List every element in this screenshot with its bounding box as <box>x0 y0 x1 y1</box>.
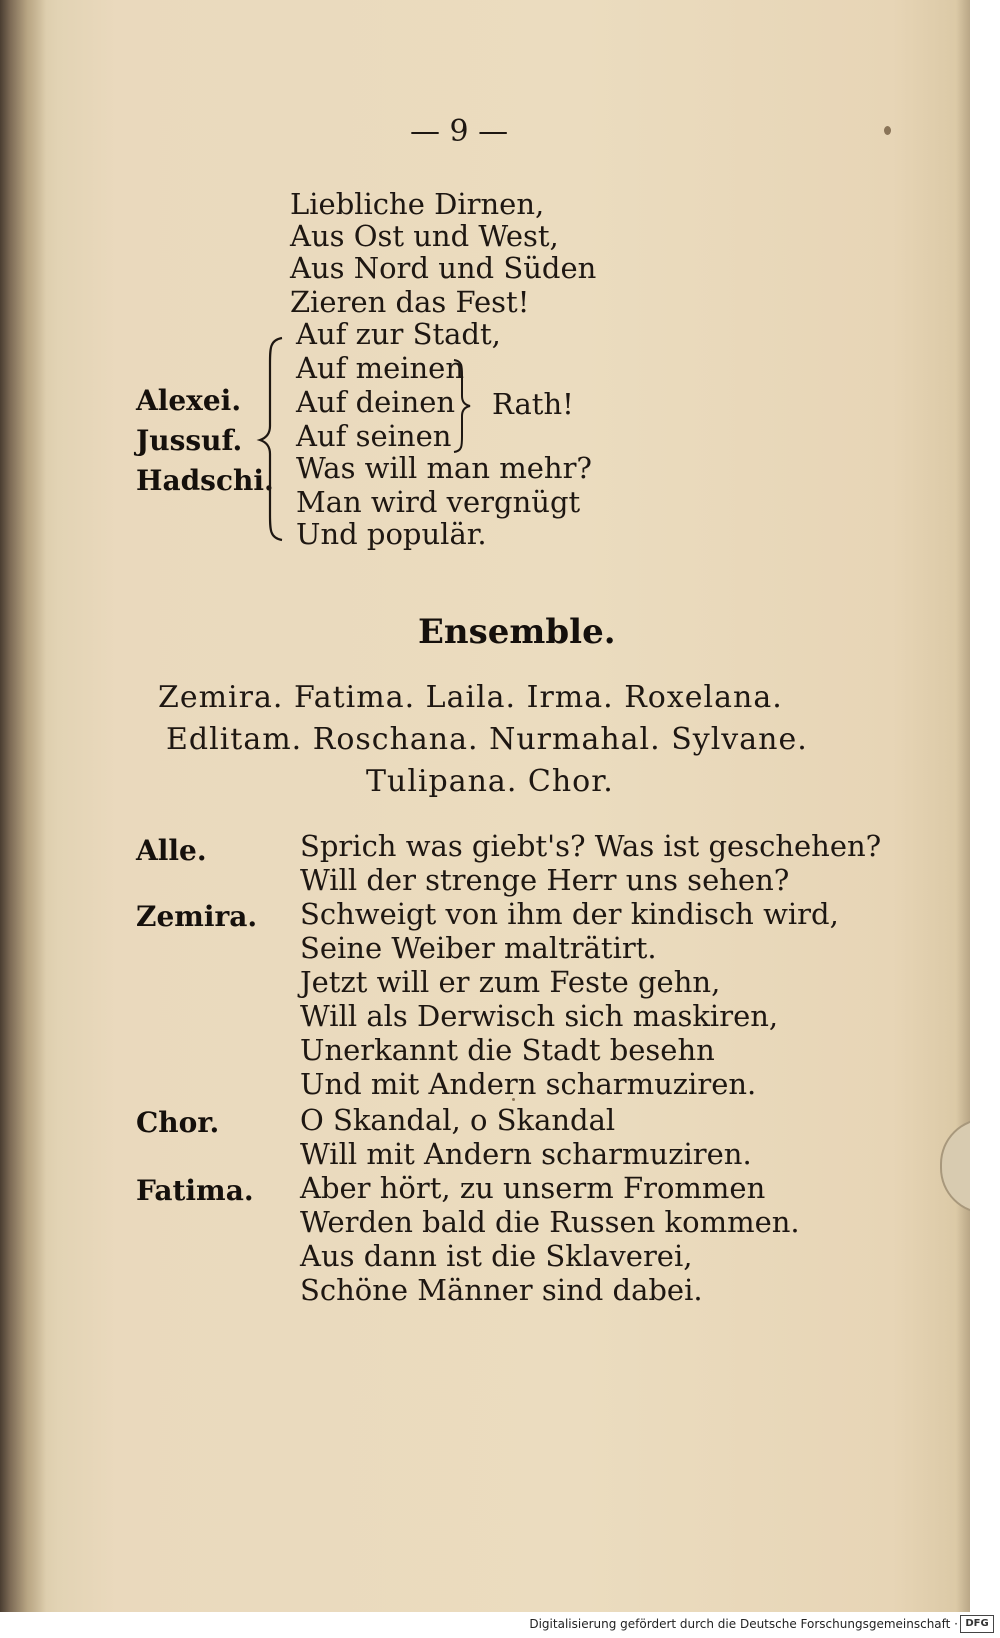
cast-line: Tulipana. Chor. <box>366 764 614 799</box>
dialogue-line: Will als Derwisch sich maskiren, <box>300 999 779 1033</box>
speaker-name: Fatima. <box>136 1174 254 1207</box>
dialogue-line: O Skandal, o Skandal <box>300 1103 616 1137</box>
verse-line: Zieren das Fest! <box>290 285 530 319</box>
verse-line: Was will man mehr? <box>296 451 592 485</box>
funding-credit: Digitalisierung gefördert durch die Deutsche Forschungsgemeinschaft · <box>529 1617 958 1631</box>
verse-line: Auf meinen <box>296 351 465 385</box>
cast-line: Edlitam. Roschana. Nurmahal. Sylvane. <box>166 722 808 757</box>
speaker-name: Alle. <box>136 834 207 867</box>
verse-line: Und populär. <box>296 517 487 551</box>
speaker-name: Zemira. <box>136 900 258 933</box>
speaker-name: Alexei. <box>136 384 242 417</box>
dialogue-line: Sprich was giebt's? Was ist geschehen? <box>300 829 882 863</box>
page-edge <box>956 0 970 1612</box>
speaker-name: Hadschi. <box>136 464 274 497</box>
verse-line: Auf deinen <box>296 385 456 419</box>
verse-line: Aus Nord und Süden <box>290 251 597 285</box>
dialogue-line: Unerkannt die Stadt besehn <box>300 1033 715 1067</box>
dialogue-line: Will der strenge Herr uns sehen? <box>300 863 790 897</box>
book-spine-shadow <box>0 0 46 1612</box>
verse-line: Man wird vergnügt <box>296 485 581 519</box>
dialogue-line: Werden bald die Russen kommen. <box>300 1205 800 1239</box>
dialogue-line: Aus dann ist die Sklaverei, <box>300 1239 693 1273</box>
paper-speck <box>884 126 891 135</box>
dialogue-line: Schöne Männer sind dabei. <box>300 1273 703 1307</box>
page-number: — 9 — <box>410 114 509 149</box>
dialogue-line: Will mit Andern scharmuziren. <box>300 1137 752 1171</box>
verse-line: Auf zur Stadt, <box>296 317 501 351</box>
dfg-logo-icon: DFG <box>960 1615 994 1633</box>
page-tab-notch <box>940 1118 970 1214</box>
dialogue-line: Schweigt von ihm der kindisch wird, <box>300 897 839 931</box>
left-brace <box>256 334 286 544</box>
speaker-name: Chor. <box>136 1106 220 1139</box>
dialogue-line: Aber hört, zu unserm Frommen <box>300 1171 766 1205</box>
section-title: Ensemble. <box>418 612 616 652</box>
cast-line: Zemira. Fatima. Laila. Irma. Roxelana. <box>158 680 783 715</box>
verse-line: Liebliche Dirnen, <box>290 187 545 221</box>
right-brace <box>450 356 476 456</box>
dialogue-line: Seine Weiber malträtirt. <box>300 931 657 965</box>
dialogue-line: Und mit Andern scharmuziren. <box>300 1067 757 1101</box>
verse-line: Aus Ost und West, <box>290 219 559 253</box>
speaker-name: Jussuf. <box>136 424 243 457</box>
rath-word: Rath! <box>492 387 574 421</box>
dialogue-line: Jetzt will er zum Feste gehn, <box>300 965 721 999</box>
verse-line: Auf seinen <box>296 419 452 453</box>
